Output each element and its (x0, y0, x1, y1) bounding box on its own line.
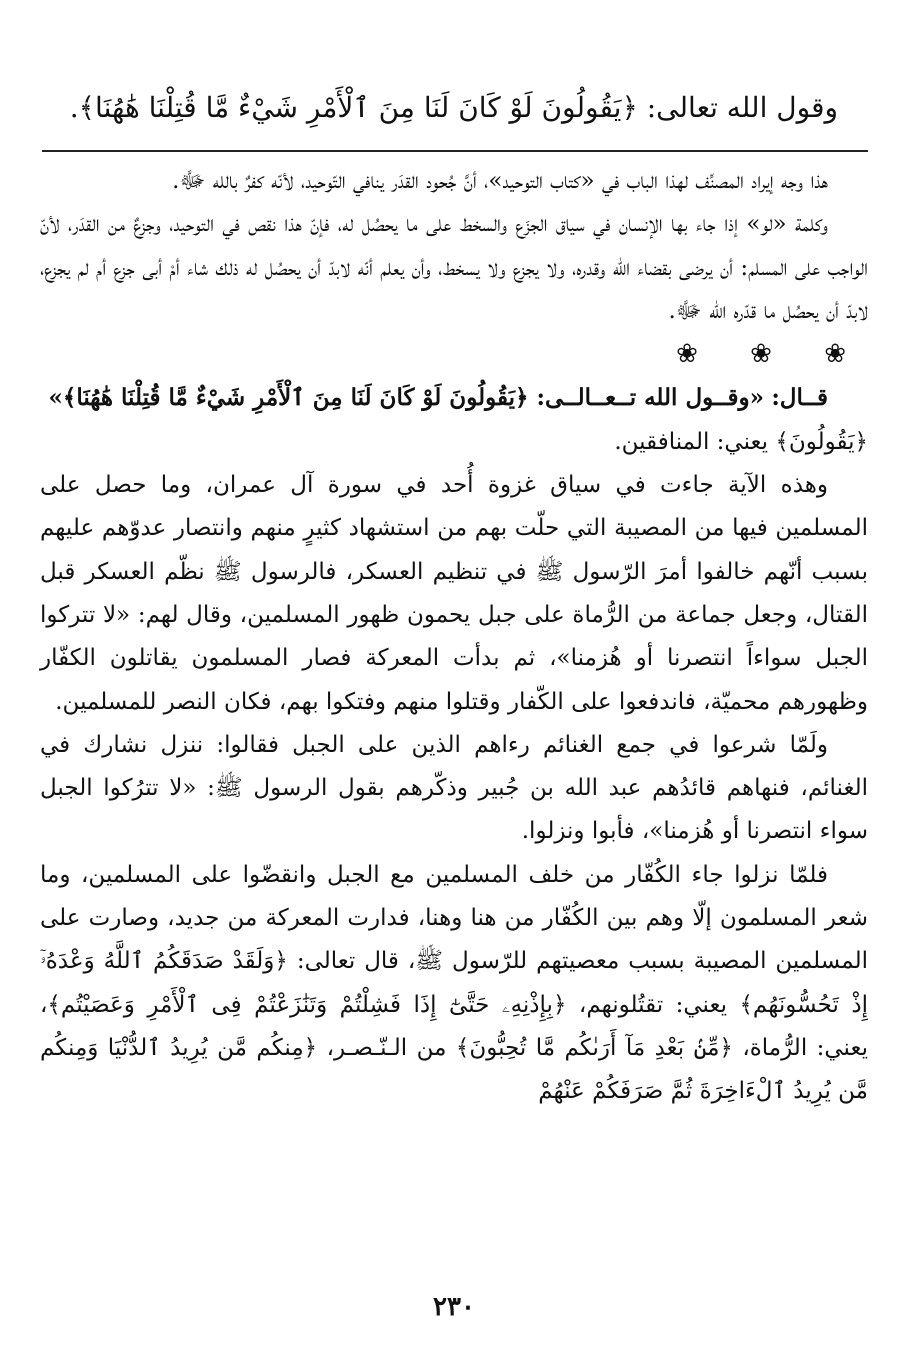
paragraph: هذا وجه إيراد المصنِّف لهذا الباب في «كتاب التوحيد»، أنَّ جُحود القدَر ينافي التّوحيد، لأنّه كفرٌ بالله ﷻ. (172, 168, 828, 194)
quoted-verse: «وقــول الله تــعــالــى: ﴿يَقُولُونَ لَوْ كَانَ لَنَا مِنَ ٱلْأَمْرِ شَيْءٌ مَّا قُتِلْنَا هَٰهُنَا﴾» (48, 384, 764, 412)
paragraph: ﴿يَقُولُونَ﴾ يعني: المنافقين. (614, 428, 868, 455)
section-separator: ❀ ❀ ❀ (676, 339, 868, 370)
qala-label: قــال: (771, 384, 828, 412)
quoted-text-paragraph (40, 376, 868, 420)
paragraph: وهذه الآية جاءت في سياق غزوة أُحد في سورة آل عمران، وما حصل على المسلمين فيها من المصيبة التي حلّت بهم من استشهاد كثيرٍ منهم وانتصار عدوّهم عليهم بسبب أنّهم خالفوا أمرَ الرّسول ﷺ في تنظيم العسكر، فالرسول ﷺ نظّم العسكر قبل القتال، وجعل جماعة من الرُّماة على جبل يحمون ظهور المسلمين، وقال لهم: «لا تتركوا الجبل سواءاً انتصرنا أو هُزمنا»، ثم بدأت المعركة فصار المسلمون يقاتلون الكفّار وظهورهم محميّة، فاندفعوا على الكّفار وقتلوا منهم وفتكوا بهم، فكان النصر للمسلمين. (40, 472, 868, 715)
page-heading (60, 84, 838, 132)
paragraph: ولَمّا شرعوا في جمع الغنائم رءاهم الذين على الجبل فقالوا: ننزل نشارك في الغنائم، فنهاهم قائدُهم عبد الله بن جُبير وذكّرهم بقول الرسول ﷺ: «لا تترُكوا الجبل سواء انتصرنا أو هُزمنا»، فأبوا ونزلوا. (40, 731, 868, 845)
page-number: ٢٣٠ (433, 1292, 475, 1322)
paragraph: فلمّا نزلوا جاء الكُفّار من خلف المسلمين مع الجبل وانقضّوا على المسلمين، وما شعر المسلمون إلّا وهم بين الكُفّار من هنا وهنا، فدارت المعركة من جديد، وصارت على المسلمين المصيبة بسبب معصيتهم للرّسول ﷺ، قال تعالى: ﴿وَلَقَدْ صَدَقَكُمُ ٱللَّهُ وَعْدَهُۥٓ إِذْ تَحُسُّونَهُم﴾ يعني: تقتُلونهم، ﴿بِإِذْنِهِۦ حَتَّىٰٓ إِذَا فَشِلْتُمْ وَتَنَٰزَعْتُمْ فِى ٱلْأَمْرِ وَعَصَيْتُم﴾، يعني: الرُّماة، ﴿مِّنۢ بَعْدِ مَآ أَرَىٰكُم مَّا تُحِبُّونَ﴾ من الـنّـصـر، ﴿مِنكُم مَّن يُرِيدُ ٱلدُّنْيَا وَمِنكُم مَّن يُرِيدُ ٱلْءَاخِرَةَ ثُمَّ صَرَفَكُمْ عَنْهُمْ (40, 861, 868, 1105)
heading-text: وقول الله تعالى: ﴿يَقُولُونَ لَوْ كَانَ لَنَا مِنَ ٱلْأَمْرِ شَيْءٌ مَّا قُتِلْنَا هَٰهُنَا﴾. (69, 91, 838, 124)
page-body (40, 160, 868, 1114)
heading-divider (42, 150, 868, 152)
paragraph: وكلمة «لو» إذا جاء بها الإنسان في سياق الجزَع والسخط على ما يحصُل له، فإنّ هذا نقص في التوحيد، وجزعٌ من القدَر، لأنّ الواجب على المسلم: أن يرضى بقضاء الله وقدره، ولا يجزع ولا يسخط، وأن يعلم أنّه لابدّ أن يحصُل له ذلك شاء أمْ أبى جزع أم لم يجزع، لابدّ أن يحصُل ما قدّره الله ﷻ. (40, 211, 868, 324)
